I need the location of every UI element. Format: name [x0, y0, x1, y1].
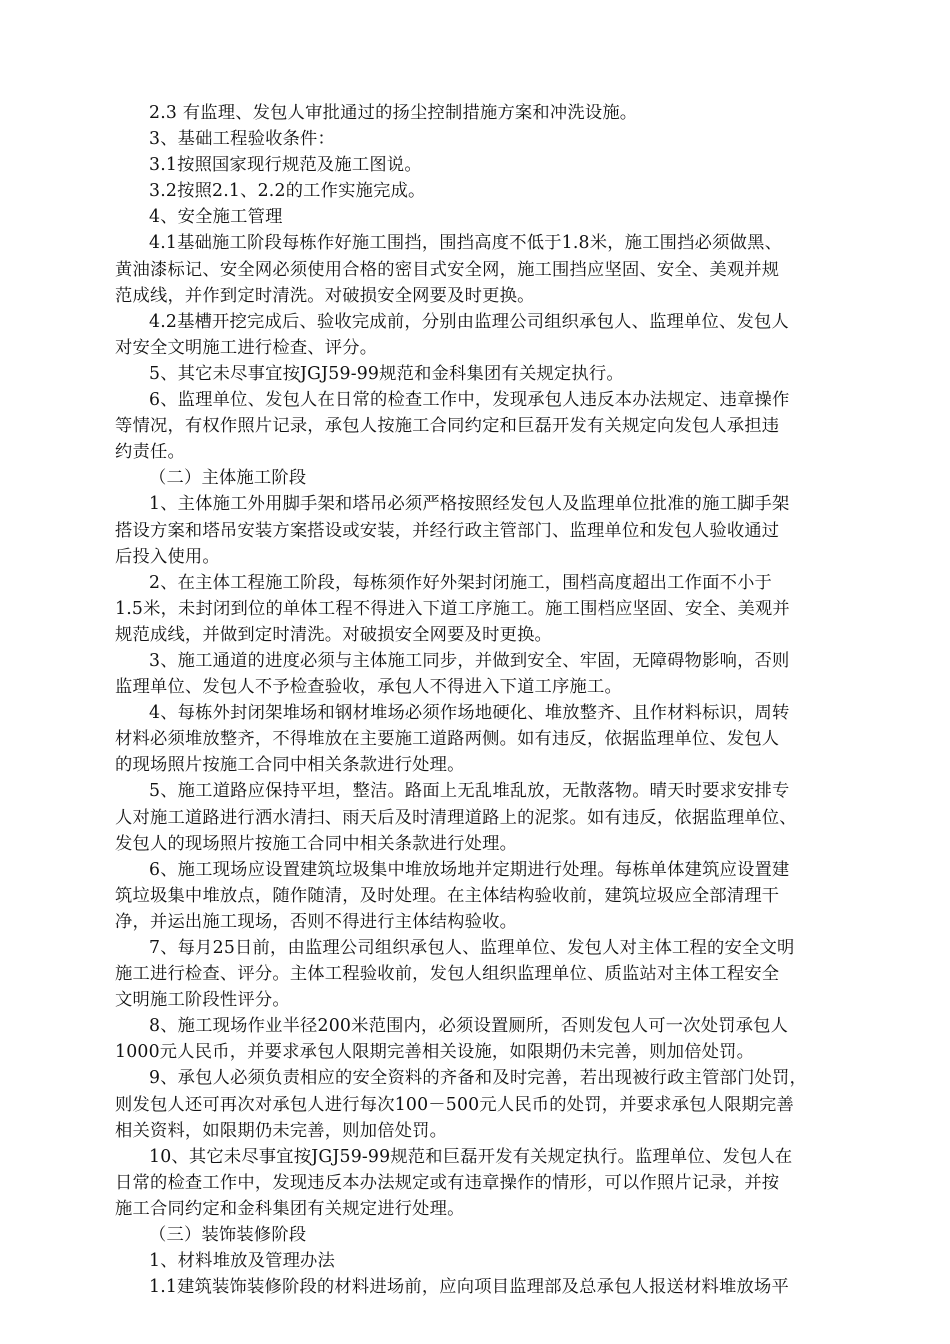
text-line: 相关资料，如限期仍未完善，则加倍处罚。: [115, 1120, 448, 1141]
text-line: 3、施工通道的进度必须与主体施工同步，并做到安全、牢固，无障碍物影响，否则: [149, 650, 790, 671]
text-line: 后投入使用。: [115, 546, 220, 567]
text-line: 1.5米，未封闭到位的单体工程不得进入下道工序施工。施工围档应坚固、安全、美观并: [115, 598, 790, 619]
text-line: 4、每栋外封闭架堆场和钢材堆场必须作场地硬化、堆放整齐、且作材料标识，周转: [149, 703, 790, 724]
text-line: 8、施工现场作业半径200米范围内，必须设置厕所，否则发包人可一次处罚承包人: [149, 1016, 789, 1037]
document-page: [115, 100, 855, 1300]
text-line: 2、在主体工程施工阶段，每栋须作好外架封闭施工，围档高度超出工作面不小于: [149, 572, 773, 593]
text-line: 3、基础工程验收条件：: [149, 129, 336, 150]
text-line: 1.1建筑装饰装修阶段的材料进场前，应向项目监理部及总承包人报送材料堆放场平: [149, 1277, 789, 1298]
text-line: 黄油漆标记、安全网必须使用合格的密目式安全网，施工围挡应坚固、安全、美观并规: [115, 259, 780, 280]
text-line: 文明施工阶段性评分。: [115, 990, 290, 1011]
text-line: 对安全文明施工进行检查、评分。: [115, 337, 378, 358]
text-line: 的现场照片按施工合同中相关条款进行处理。: [115, 755, 465, 776]
text-line: 等情况，有权作照片记录，承包人按施工合同约定和巨磊开发有关规定向发包人承担违: [115, 416, 780, 437]
text-line: 发包人的现场照片按施工合同中相关条款进行处理。: [115, 833, 518, 854]
text-line: （二）主体施工阶段: [149, 468, 307, 489]
text-line: 则发包人还可再次对承包人进行每次100－500元人民币的处罚，并要求承包人限期完善: [115, 1094, 795, 1115]
text-line: 施工合同约定和金科集团有关规定进行处理。: [115, 1198, 465, 1219]
text-line: 搭设方案和塔吊安装方案搭设或安装，并经行政主管部门、监理单位和发包人验收通过: [115, 520, 780, 541]
text-line: 6、监理单位、发包人在日常的检查工作中，发现承包人违反本办法规定、违章操作: [149, 390, 790, 411]
text-line: 监理单位、发包人不予检查验收，承包人不得进入下道工序施工。: [115, 677, 622, 698]
text-line: 4.2基槽开挖完成后、验收完成前，分别由监理公司组织承包人、监理单位、发包人: [149, 311, 789, 332]
text-line: 净，并运出施工现场，否则不得进行主体结构验收。: [115, 911, 518, 932]
text-line: 4、安全施工管理: [149, 207, 283, 228]
text-line: 范成线，并作到定时清洗。对破损安全网要及时更换。: [115, 285, 535, 306]
text-line: 人对施工道路进行洒水清扫、雨天后及时清理道路上的泥浆。如有违反，依据监理单位、: [115, 807, 797, 828]
text-line: 5、其它未尽事宜按JGJ59-99规范和金科集团有关规定执行。: [149, 363, 624, 384]
text-line: 3.1按照国家现行规范及施工图说。: [149, 155, 422, 176]
text-line: 4.1基础施工阶段每栋作好施工围挡，围挡高度不低于1.8米，施工围挡必须做黑、: [149, 233, 783, 254]
text-line: 材料必须堆放整齐，不得堆放在主要施工道路两侧。如有违反，依据监理单位、发包人: [115, 729, 780, 750]
text-line: 规范成线，并做到定时清洗。对破损安全网要及时更换。: [115, 624, 553, 645]
text-line: 7、每月25日前，由监理公司组织承包人、监理单位、发包人对主体工程的安全文明: [149, 938, 795, 958]
text-line: 筑垃圾集中堆放点，随作随清，及时处理。在主体结构验收前，建筑垃圾应全部清理干: [115, 885, 780, 906]
text-line: 2.3 有监理、发包人审批通过的扬尘控制措施方案和冲洗设施。: [149, 103, 638, 123]
text-line: 1、材料堆放及管理办法: [149, 1251, 336, 1272]
text-line: 1000元人民币，并要求承包人限期完善相关设施，如限期仍未完善，则加倍处罚。: [115, 1042, 755, 1063]
text-line: 10、其它未尽事宜按JGJ59-99规范和巨磊开发有关规定执行。监理单位、发包人在: [149, 1146, 793, 1167]
text-line: 日常的检查工作中，发现违反本办法规定或有违章操作的情形，可以作照片记录，并按: [115, 1172, 780, 1193]
text-line: （三）装饰装修阶段: [149, 1225, 307, 1246]
text-line: 约责任。: [115, 442, 185, 463]
text-line: 施工进行检查、评分。主体工程验收前，发包人组织监理单位、质监站对主体工程安全: [115, 964, 780, 985]
text-line: 9、承包人必须负责相应的安全资料的齐备和及时完善，若出现被行政主管部门处罚，: [149, 1068, 808, 1089]
text-line: 1、主体施工外用脚手架和塔吊必须严格按照经发包人及监理单位批准的施工脚手架: [149, 494, 790, 515]
text-line: 5、施工道路应保持平坦，整洁。路面上无乱堆乱放，无散落物。晴天时要求安排专: [149, 781, 790, 802]
text-line: 3.2按照2.1、2.2的工作实施完成。: [149, 181, 426, 202]
text-line: 6、施工现场应设置建筑垃圾集中堆放场地并定期进行处理。每栋单体建筑应设置建: [149, 859, 790, 880]
